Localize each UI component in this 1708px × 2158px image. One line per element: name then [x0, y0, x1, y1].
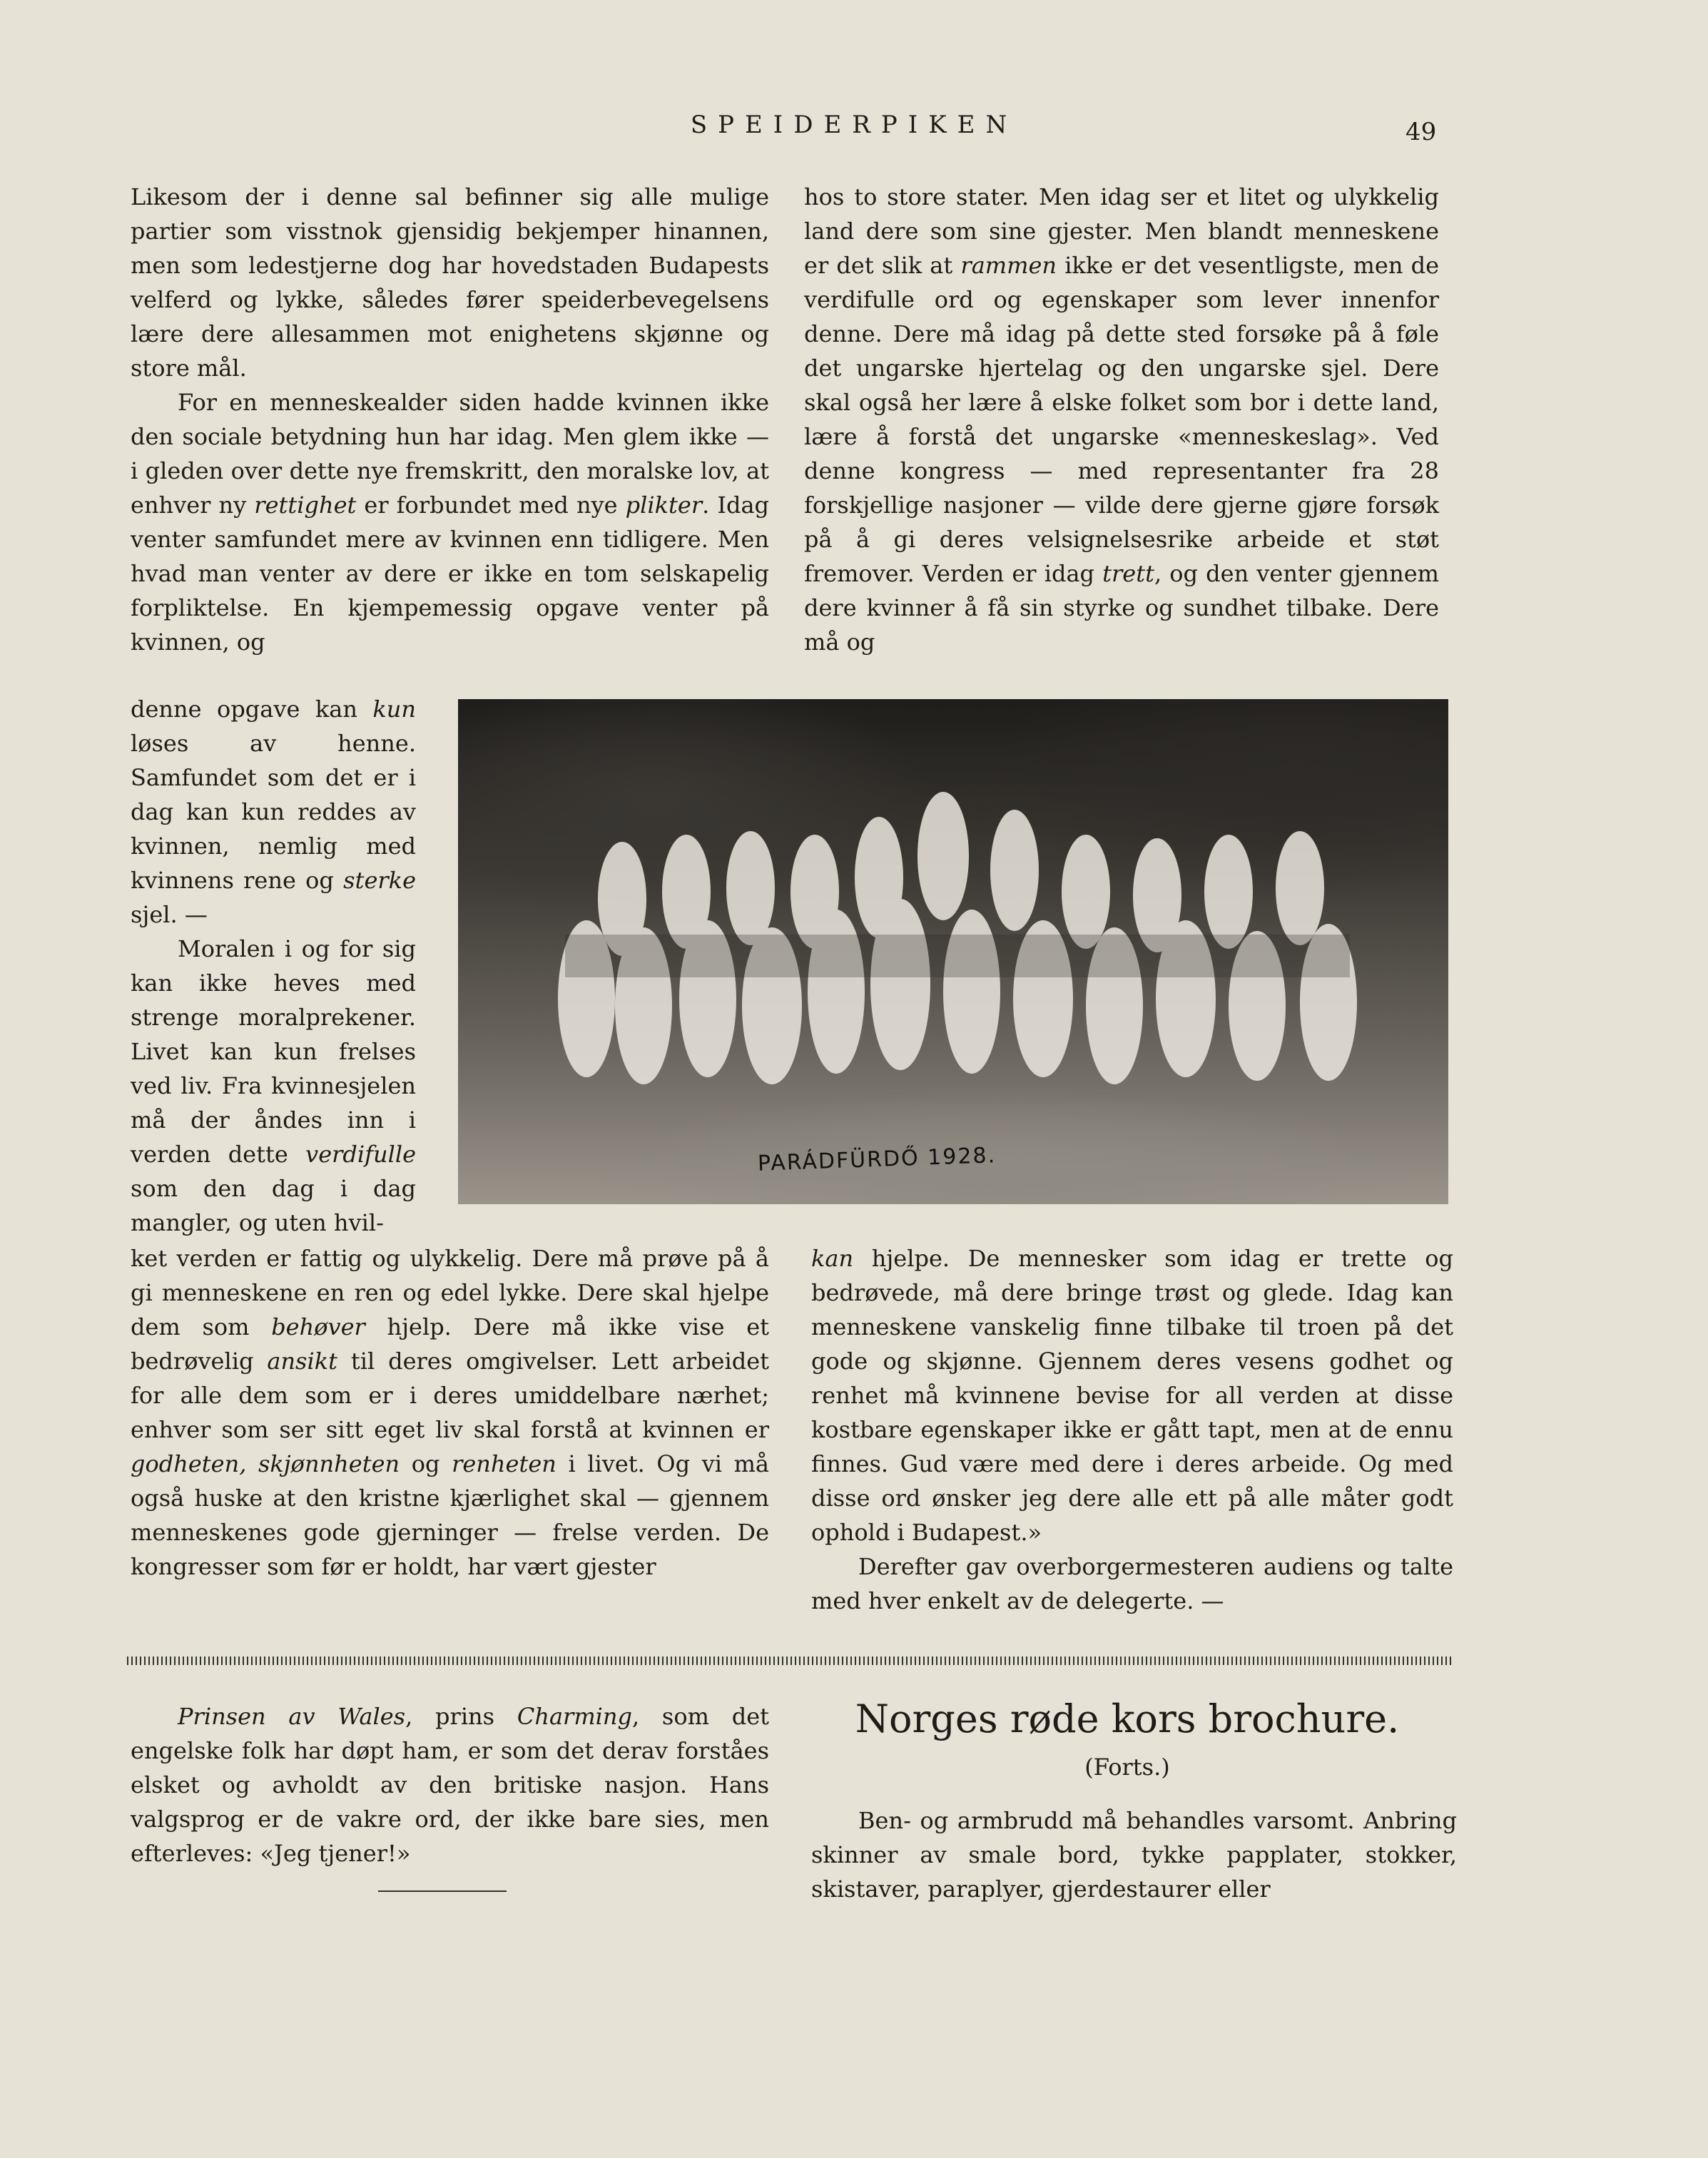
- paragraph: Moralen i og for sig kan ikke heves med strenge moralprekener. Livet kan kun frelses ved liv. Fra kvinnesjelen må der åndes inn i verden dette verdifulle som den dag i dag mangler, og uten hvil-: [131, 935, 416, 1236]
- paragraph: Derefter gav overborgermesteren audiens og talte med hver enkelt av de delegerte. —: [811, 1553, 1453, 1614]
- paragraph: kan hjelpe. De mennesker som idag er trette og bedrøvede, må dere bringe trøst og glede. Idag kan menneskene vanskelig finne tilbake til troen på det gode og skjønne. Gjennem deres vesens godhet og renhet må kvinnene bevise for all verden at disse kostbare egenskaper ikke er gått tapt, men at de ennu finnes. Gud være med dere i deres arbeide. Og med disse ord ønsker jeg dere alle ett på alle måter godt ophold i Budapest.»: [811, 1245, 1453, 1546]
- paragraph: Prinsen av Wales, prins Charming, som det engelske folk har døpt ham, er som det derav forståes elsket og avholdt av den britiske nasjon. Hans valgsprog er de vakre ord, der ikke bare sies, men efterleves: «Jeg tjener!»: [131, 1703, 770, 1867]
- right-column-bottom: [811, 1241, 1453, 1618]
- emphasis: renheten: [452, 1450, 556, 1477]
- red-cross-body: [811, 1803, 1457, 1906]
- photo-figures: [458, 699, 1448, 1204]
- paragraph: Likesom der i denne sal befinner sig alle mulige partier som visstnok gjensidig bekjemper hinannen, men som ledestjerne dog har hovedstaden Budapests velferd og lykke, således fører speiderbevegelsens lære dere allesammen mot enighetens skjønne og store mål.: [131, 183, 769, 382]
- prince-note: [131, 1699, 769, 1871]
- paragraph: denne opgave kan kun løses av henne. Samfundet som det er i dag kan kun reddes av kvinnen, nemlig med kvinnens rene og sterke sjel. —: [131, 696, 416, 928]
- emphasis: verdifulle: [305, 1141, 416, 1168]
- right-column-top: [804, 180, 1439, 659]
- paragraph: ket verden er fattig og ulykkelig. Dere må prøve på å gi menneskene en ren og edel lykke. Dere skal hjelpe dem som behøver hjelp. Dere må ikke vise et bedrøvelig ansikt til deres omgivelser. Lett arbeidet for alle dem som er i deres umiddelbare nærhet; enhver som ser sitt eget liv skal forstå at kvinnen er godheten, skjønnheten og renheten i livet. Og vi må også huske at den kristne kjærlighet skal — gjennem menneskenes gode gjerninger — frelse verden. De kongresser som før er holdt, har vært gjester: [131, 1245, 770, 1580]
- emphasis: behøver: [271, 1313, 365, 1340]
- emphasis: rammen: [960, 252, 1057, 279]
- group-photograph: [458, 699, 1448, 1204]
- left-column-narrow: [131, 692, 416, 1240]
- page-number: 49: [1405, 118, 1437, 146]
- paragraph: Ben- og armbrudd må behandles varsomt. Anbring skinner av smale bord, tykke papplater, stokker, skistaver, paraplyer, gjerdestaurer eller: [811, 1807, 1457, 1903]
- paragraph: hos to store stater. Men idag ser et litet og ulykkelig land dere som sine gjester. Men blandt menneskene er det slik at rammen ikke er det vesentligste, men de verdifulle ord og egenskaper som lever innenfor denne. Dere må idag på dette sted forsøke på å føle det ungarske hjertelag og den ungarske sjel. Dere skal også her lære å elske folket som bor i dette land, lære å forstå det ungarske «menneskeslag». Ved denne kongress — med representanter fra 28 forskjellige nasjoner — vilde dere gjerne gjøre forsøk på å gi deres velsignelsesrike arbeide et støt fremover. Verden er idag trett, og den venter gjennem dere kvinner å få sin styrke og sundhet tilbake. Dere må og: [804, 183, 1440, 656]
- paragraph: For en menneskealder siden hadde kvinnen ikke den sociale betydning hun har idag. Men glem ikke — i gleden over dette nye fremskritt, den moralske lov, at enhver ny rettighet er forbundet med nye plikter. Idag venter samfundet mere av kvinnen enn tidligere. Men hvad man venter av dere er ikke en tom selskapelig forpliktelse. En kjempemessig opgave venter på kvinnen, og: [131, 389, 770, 656]
- emphasis: godheten, skjønnheten: [131, 1450, 400, 1477]
- running-title: SPEIDERPIKEN: [690, 111, 1018, 139]
- article-title: Norges røde kors brochure.: [855, 1696, 1400, 1741]
- emphasis: Charming: [517, 1703, 632, 1730]
- article-subtitle: (Forts.): [1084, 1754, 1170, 1781]
- emphasis: kun: [372, 696, 416, 723]
- emphasis: sterke: [343, 867, 416, 894]
- emphasis: kan: [811, 1245, 854, 1272]
- emphasis: rettighet: [254, 492, 357, 519]
- section-separator: [127, 1656, 1454, 1665]
- emphasis: plikter: [625, 492, 703, 519]
- emphasis: Prinsen av Wales: [178, 1703, 406, 1730]
- left-column-top: [131, 180, 769, 659]
- left-column-bottom: [131, 1241, 769, 1584]
- photo-caption: PARÁDFÜRDŐ 1928.: [757, 1143, 997, 1176]
- divider: [378, 1890, 507, 1892]
- emphasis: ansikt: [267, 1348, 337, 1375]
- emphasis: trett: [1102, 560, 1154, 587]
